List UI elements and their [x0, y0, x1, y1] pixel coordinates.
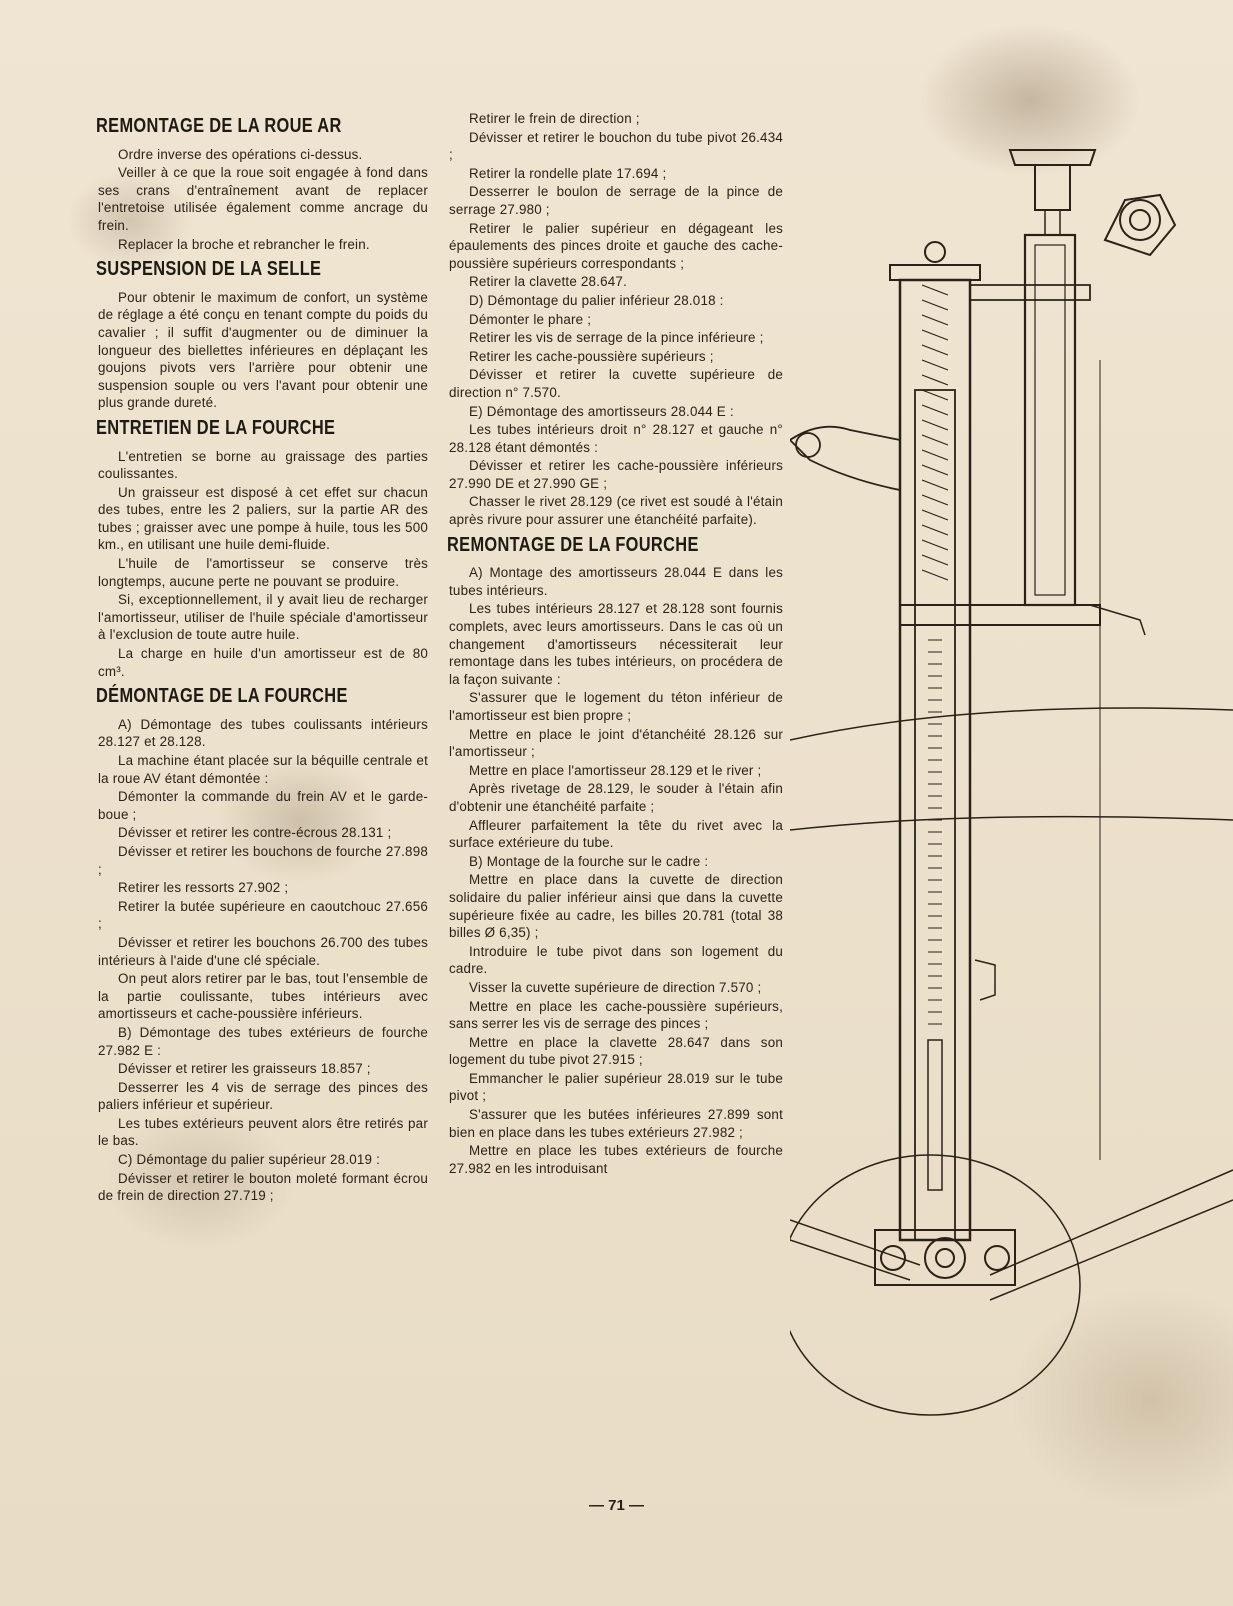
wheel-outline-upper: [790, 708, 1233, 740]
grease-nipple: [975, 960, 995, 1000]
body-paragraph: Desserrer le boulon de serrage de la pince de serrage 27.980 ;: [449, 184, 783, 217]
section-heading: REMONTAGE DE LA ROUE AR: [96, 115, 342, 137]
body-paragraph: Dévisser et retirer les bouchons de fourche 27.898 ;: [98, 843, 428, 877]
body-paragraph: Dévisser et retirer le bouton moleté formant écrou de frein de direction 27.719 ;: [98, 1170, 428, 1204]
body-paragraph: Mettre en place la clavette 28.647 dans son logement du tube pivot 27.915 ;: [449, 1034, 783, 1068]
body-paragraph: L'entretien se borne au graissage des parties coulissantes.: [98, 448, 428, 482]
body-paragraph: Ordre inverse des opérations ci-dessus.: [118, 146, 363, 162]
body-paragraph: S'assurer que le logement du téton inférieur de l'amortisseur est bien propre ;: [449, 690, 783, 723]
inner-fork-tube: [915, 390, 955, 1240]
body-paragraph: Veiller à ce que la roue soit engagée à fond dans ses crans d'entraînement avant de replacer l'entretoise utilisée également comme ancrage du frein.: [98, 165, 428, 233]
body-paragraph: Démonter la commande du frein AV et le garde-boue ;: [98, 789, 428, 822]
body-paragraph: C) Démontage du palier supérieur 28.019 :: [118, 1152, 381, 1168]
top-crown: [970, 285, 1090, 300]
body-paragraph: Retirer la clavette 28.647.: [469, 274, 627, 290]
left-text-column: [98, 110, 428, 1206]
body-paragraph: B) Montage de la fourche sur le cadre :: [469, 853, 709, 869]
body-paragraph: Après rivetage de 28.129, le souder à l'étain afin d'obtenir une étanchéité parfaite ;: [449, 781, 783, 814]
body-paragraph: Retirer la butée supérieure en caoutchouc 27.656 ;: [98, 898, 428, 932]
body-paragraph: Dévisser et retirer les bouchons 26.700 des tubes intérieurs à l'aide d'une clé spéciale.: [98, 934, 428, 968]
wheel-outline-lower: [790, 817, 1233, 830]
body-paragraph: La charge en huile d'un amortisseur est de 80 cm³.: [98, 646, 428, 679]
body-paragraph: A) Montage des amortisseurs 28.044 E dans les tubes intérieurs.: [449, 565, 783, 598]
steering-damper-knob: [1010, 150, 1095, 165]
headlight-bracket: [790, 427, 900, 490]
body-paragraph: Emmancher le palier supérieur 28.019 sur le tube pivot ;: [449, 1070, 783, 1104]
page-number: — 71 —: [588, 1497, 645, 1514]
body-paragraph: Replacer la broche et rebrancher le frein.: [118, 236, 370, 252]
axle-bracket: [875, 1230, 1015, 1285]
section-heading: DÉMONTAGE DE LA FOURCHE: [96, 685, 348, 708]
body-paragraph: Les tubes intérieurs 28.127 et 28.128 sont fournis complets, avec leurs amortisseurs. Dans le cas où un changement d'amortisseurs nécessiterait leur remontage dans les tubes intérieurs, on procédera de la façon suivante :: [449, 601, 783, 687]
body-paragraph: Les tubes intérieurs droit n° 28.127 et gauche n° 28.128 étant démontés :: [449, 422, 783, 455]
body-paragraph: Desserrer les 4 vis de serrage des pinces des paliers inférieur et supérieur.: [98, 1079, 428, 1113]
body-paragraph: A) Démontage des tubes coulissants intérieurs 28.127 et 28.128.: [98, 716, 428, 750]
body-paragraph: Retirer le frein de direction ;: [469, 111, 640, 126]
body-paragraph: L'huile de l'amortisseur se conserve très longtemps, aucune perte ne pouvant se produire.: [98, 556, 428, 589]
fork-spring-upper: [922, 285, 948, 580]
handlebar-clamp: [1105, 195, 1175, 255]
middle-text-column: [449, 110, 783, 1178]
body-paragraph: Mettre en place les tubes extérieurs de fourche 27.982 en les introduisant: [449, 1143, 783, 1176]
body-paragraph: Chasser le rivet 28.129 (ce rivet est soudé à l'étain après rivure pour assurer une étanchéité parfaite).: [449, 494, 783, 528]
body-paragraph: Si, exceptionnellement, il y avait lieu de recharger l'amortisseur, utiliser de l'huile spéciale d'amortisseur à l'exclusion de toute autre huile.: [98, 592, 428, 643]
body-paragraph: Mettre en place le joint d'étanchéité 28.126 sur l'amortisseur ;: [449, 726, 783, 760]
body-paragraph: Mettre en place l'amortisseur 28.129 et le river ;: [469, 762, 762, 778]
body-paragraph: S'assurer que les butées inférieures 27.899 sont bien en place dans les tubes extérieurs 27.982 ;: [449, 1107, 783, 1140]
body-paragraph: Retirer les vis de serrage de la pince inférieure ;: [469, 330, 764, 346]
section-heading: ENTRETIEN DE LA FOURCHE: [96, 416, 336, 439]
body-paragraph: Mettre en place dans la cuvette de direction solidaire du palier inférieur ainsi que dans la cuvette supérieure fixée au cadre, les billes 20.781 (total 38 billes Ø 6,35) ;: [449, 872, 783, 941]
rear-link-arm: [990, 1170, 1233, 1300]
body-paragraph: E) Démontage des amortisseurs 28.044 E :: [469, 403, 734, 419]
section-heading: REMONTAGE DE LA FOURCHE: [447, 533, 699, 556]
body-paragraph: Dévisser et retirer les contre-écrous 28.131 ;: [118, 825, 392, 841]
body-paragraph: Un graisseur est disposé à cet effet sur chacun des tubes, entre les 2 paliers, sur la partie AR des tubes ; graisser avec une pompe à huile, tous les 500 km., en utilisant une huile demi-fluide.: [98, 484, 428, 553]
body-paragraph: Les tubes extérieurs peuvent alors être retirés par le bas.: [98, 1115, 428, 1149]
body-paragraph: Dévisser et retirer les cache-poussière inférieurs 27.990 DE et 27.990 GE ;: [449, 458, 783, 491]
body-paragraph: D) Démontage du palier inférieur 28.018 :: [469, 292, 724, 308]
pivot-tube: [1025, 235, 1075, 605]
body-paragraph: B) Démontage des tubes extérieurs de fourche 27.982 E :: [98, 1024, 428, 1058]
body-paragraph: Dévisser et retirer la cuvette supérieure de direction n° 7.570.: [449, 367, 783, 400]
body-paragraph: Retirer le palier supérieur en dégageant les épaulements des pinces droite et gauche des cache-poussière supérieurs correspondants ;: [449, 220, 783, 271]
body-paragraph: Affleurer parfaitement la tête du rivet avec la surface extérieure du tube.: [449, 817, 783, 851]
body-paragraph: Mettre en place les cache-poussière supérieurs, sans serrer les vis de serrage des pinces ;: [449, 998, 783, 1032]
damper-coils: [928, 640, 942, 1024]
body-paragraph: Pour obtenir le maximum de confort, un système de réglage a été conçu en tenant compte du poids du cavalier ; il suffit d'augmenter ou de diminuer la longueur des biellettes inférieures en déplaçant les goujons pivots vers l'arrière pour obtenir une suspension souple ou vers l'avant pour obtenir une plus grande dureté.: [98, 289, 428, 411]
body-paragraph: Visser la cuvette supérieure de direction 7.570 ;: [469, 979, 762, 995]
body-paragraph: Dévisser et retirer les graisseurs 18.857 ;: [118, 1061, 371, 1077]
fork-cross-section-drawing: [790, 60, 1233, 1490]
lower-crown: [900, 605, 1100, 625]
body-paragraph: Retirer les cache-poussière supérieurs ;: [469, 348, 714, 364]
damper-rod: [928, 1040, 942, 1190]
body-paragraph: Retirer les ressorts 27.902 ;: [118, 880, 289, 896]
fork-cap-nut: [925, 242, 945, 262]
body-paragraph: Retirer la rondelle plate 17.694 ;: [469, 165, 667, 181]
fork-top-cap: [890, 265, 980, 280]
body-paragraph: Dévisser et retirer le bouchon du tube pivot 26.434 ;: [449, 129, 783, 163]
body-paragraph: Démonter le phare ;: [469, 311, 592, 327]
body-paragraph: La machine étant placée sur la béquille centrale et la roue AV étant démontée :: [98, 753, 428, 786]
section-heading: SUSPENSION DE LA SELLE: [96, 258, 322, 281]
body-paragraph: Introduire le tube pivot dans son logement du cadre.: [449, 943, 783, 977]
body-paragraph: On peut alors retirer par le bas, tout l'ensemble de la partie coulissante, tubes intérieurs avec amortisseurs et cache-poussière inférieurs.: [98, 971, 428, 1022]
